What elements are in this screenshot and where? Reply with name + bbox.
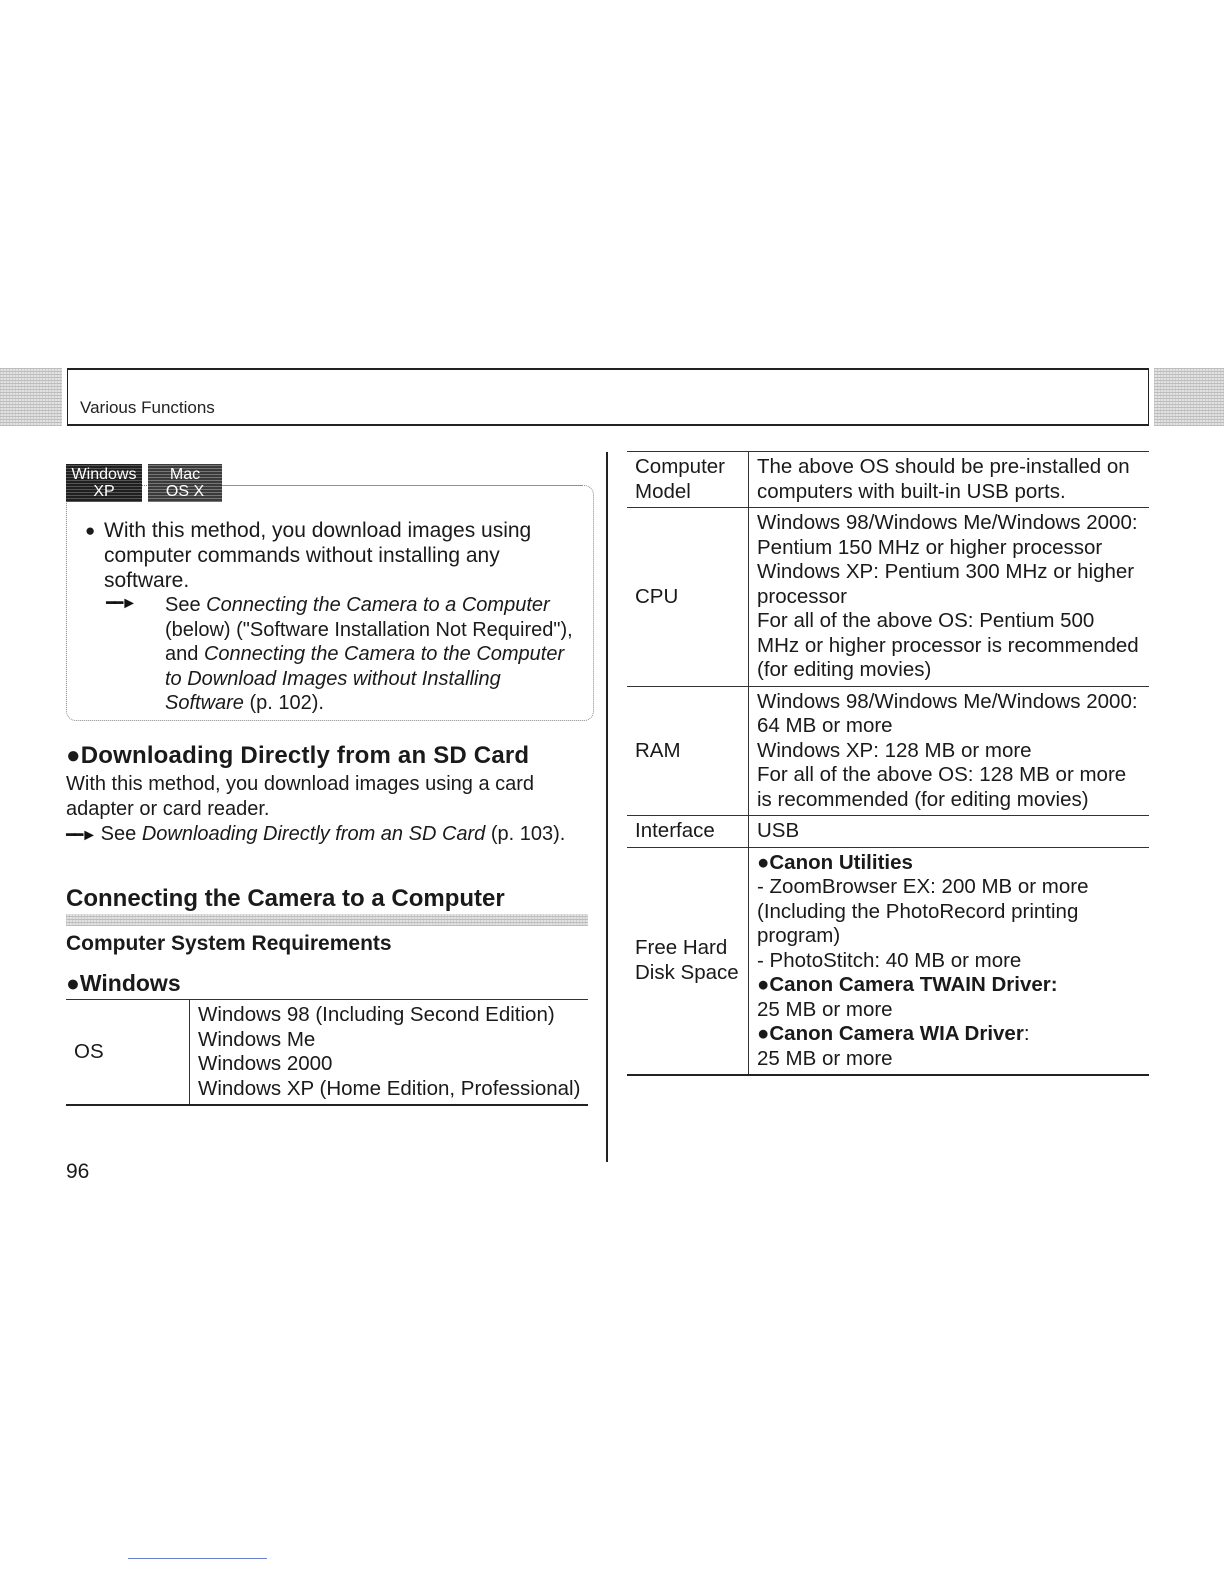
windows-heading: ●Windows [66,970,181,996]
downloading-heading: ●Downloading Directly from an SD Card [66,742,530,769]
header-corner-decoration-left [0,368,62,426]
see-prefix: See [165,594,207,616]
table-row [627,686,1149,816]
twain-driver-requirement: 25 MB or more [757,997,893,1021]
see-suffix: (p. 102). [243,692,324,714]
header-frame [67,368,1149,426]
see-prefix: See [100,823,142,845]
downloading-see-reference [66,822,586,848]
photostitch-requirement: - PhotoStitch: 40 MB or more [757,948,1022,972]
page-number: 96 [66,1160,90,1183]
os-value: Windows 2000 [198,1052,333,1075]
section-header-title: Various Functions [80,398,215,417]
table-row [627,508,1149,687]
mac-badge-label: Mac [169,466,201,483]
interface-key: Interface [627,816,749,848]
computer-model-key: Computer Model [627,452,749,508]
see-arrow-icon: ━━► [66,827,96,844]
note-box-top-line [222,485,582,486]
ram-line: Windows 98/Windows Me/Windows 2000: 64 MB or more [757,689,1138,737]
ram-key: RAM [627,686,749,816]
interface-value: USB [757,819,800,842]
ram-line: Windows XP: 128 MB or more [757,738,1032,762]
table-row [66,1000,588,1106]
system-requirements-heading: Computer System Requirements [66,932,392,955]
wia-driver-requirement: 25 MB or more [757,1046,893,1070]
disk-space-value [749,847,1150,1075]
see-link-connecting: Connecting the Camera to a Computer [206,594,550,616]
wia-driver-heading: ●Canon Camera WIA Driver [757,1022,1024,1045]
bottom-underline-mark [128,1558,267,1559]
column-divider [606,452,608,1162]
cpu-line: Windows XP: Pentium 300 MHz or higher processor [757,560,1135,608]
computer-model-value: The above OS should be pre-installed on computers with built-in USB ports. [757,455,1130,503]
os-table [66,999,588,1106]
disk-space-key: Free Hard Disk Space [627,847,749,1075]
table-row [627,816,1149,848]
heading-underline-decoration [66,914,588,926]
ram-value [749,686,1150,816]
os-key: OS [66,1000,190,1106]
windows-badge-label: Windows [71,466,137,483]
table-row [627,452,1149,508]
header-corner-decoration-right [1154,368,1224,426]
windows-xp-badge [66,464,142,502]
cpu-line: Windows 98/Windows Me/Windows 2000: Pentium 150 MHz or higher processor [757,511,1138,559]
see-link-sd-card: Downloading Directly from an SD Card [141,823,486,845]
os-value: Windows XP (Home Edition, Professional) [198,1076,581,1100]
see-suffix: (p. 103). [485,823,566,845]
windows-badge-version: XP [93,483,115,500]
wia-driver-colon: : [1023,1022,1030,1045]
note-see-reference [165,593,585,716]
zoombrowser-requirement: - ZoomBrowser EX: 200 MB or more (Including the PhotoRecord printing program) [757,875,1089,947]
twain-driver-heading: ●Canon Camera TWAIN Driver: [757,973,1058,996]
ram-line: For all of the above OS: 128 MB or more is recommended (for editing movies) [757,763,1127,811]
mac-badge-version: OS X [165,483,205,500]
downloading-body: With this method, you download images using a card adapter or card reader. [66,773,535,820]
mac-osx-badge [148,464,222,502]
connecting-heading: Connecting the Camera to a Computer [66,885,505,912]
wia-driver-heading-line [757,1022,1142,1047]
cpu-value [749,508,1150,687]
note-text: With this method, you download images using computer commands without installing any software. [104,519,532,592]
os-value: Windows 98 (Including Second Edition) [198,1003,555,1026]
see-arrow-icon: ━━► [106,595,136,612]
cpu-line: For all of the above OS: Pentium 500 MHz or higher processor is recommended (for editing movies) [757,609,1139,681]
see-mid-text: (below) ("Software Installation Not Required"), and [165,618,573,665]
canon-utilities-heading: ●Canon Utilities [757,850,913,874]
bullet-icon: ● [85,521,96,540]
os-value: Windows Me [198,1027,316,1051]
table-row [627,847,1149,1075]
requirements-table [627,451,1149,1076]
os-values [190,1000,589,1106]
cpu-key: CPU [627,508,749,687]
see-link-download-without-software: Connecting the Camera to the Computer to Download Images without Installing Software [165,643,565,714]
